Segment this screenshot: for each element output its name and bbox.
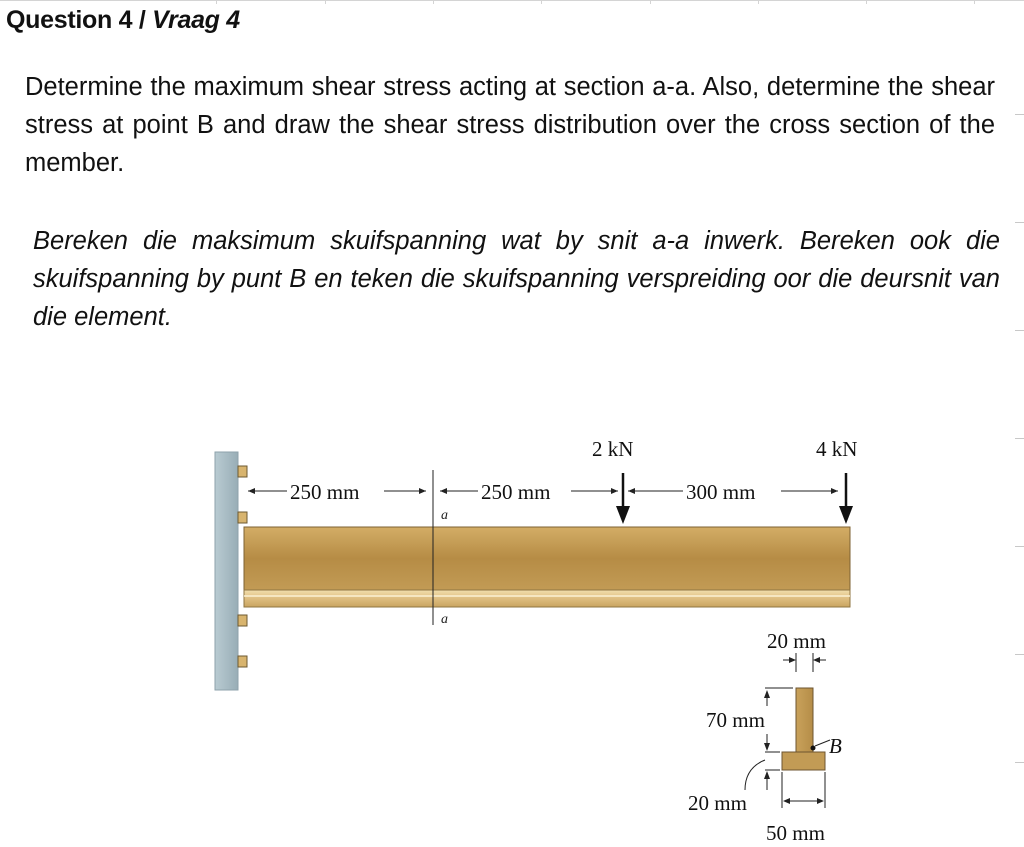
beam-web: [244, 527, 850, 590]
heading-afrikaans: Vraag 4: [152, 6, 240, 34]
load-arrow-4kn: [839, 473, 853, 524]
load-label-4kn: 4 kN: [816, 437, 858, 461]
dim-flange-thickness: 20 mm: [688, 791, 747, 815]
load-arrow-2kn: [616, 473, 630, 524]
point-b-label: B: [829, 734, 842, 758]
cross-section: [782, 688, 825, 770]
section-label-top: a: [441, 508, 448, 523]
dim-flange-width: 50 mm: [766, 821, 825, 845]
flange-thickness-arrowheads: [764, 771, 770, 779]
load-label-2kn: 2 kN: [592, 437, 634, 461]
heading-english: Question 4 /: [6, 6, 153, 34]
wall-support: [215, 452, 238, 690]
beam-flange: [244, 590, 850, 607]
point-b-leader: [815, 740, 830, 746]
span-label-1: 250 mm: [290, 480, 360, 504]
span-label-2: 250 mm: [481, 480, 551, 504]
flange-thickness-dim-lines: [745, 760, 780, 790]
dim-web-width: 20 mm: [767, 629, 826, 653]
section-label-bottom: a: [441, 612, 448, 627]
web-width-arrowheads: [789, 657, 820, 663]
question-text-afrikaans: Bereken die maksimum skuifspanning wat by snit a-a inwerk. Bereken ook die skuifspanning by punt B en teken die skuifspanning verspreiding oor die deursnit van die element.: [33, 227, 1000, 331]
point-b-marker: [811, 746, 816, 751]
dim-web-height: 70 mm: [706, 708, 765, 732]
span-label-3: 300 mm: [686, 480, 756, 504]
question-text-english: Determine the maximum shear stress acting at section a-a. Also, determine the shear stress at point B and draw the shear stress distribution over the cross section of the member.: [25, 73, 995, 177]
